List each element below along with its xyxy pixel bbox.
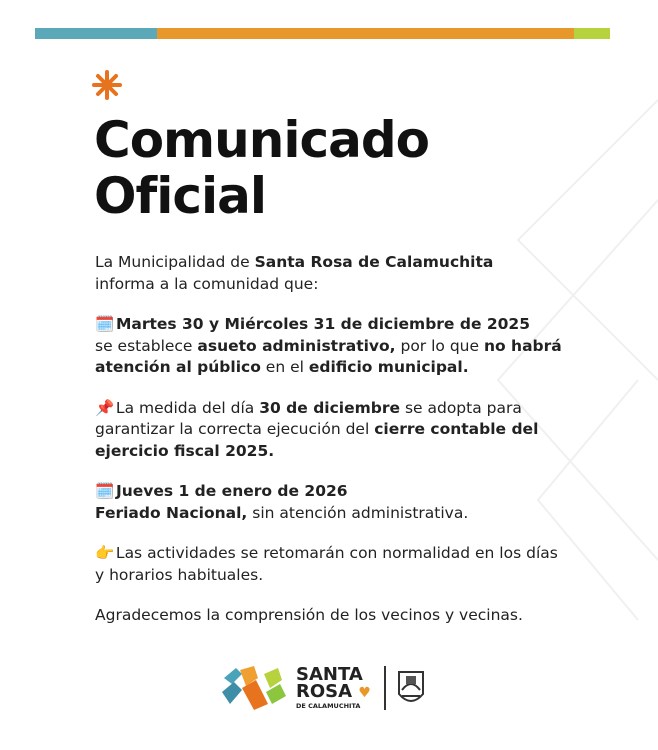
brand-subtitle: DE CALAMUCHITA xyxy=(296,702,361,710)
resume-paragraph xyxy=(95,543,565,586)
text: Martes 30 y Miércoles 31 de diciembre de 2025 xyxy=(115,315,530,333)
divider xyxy=(384,666,386,710)
text: asueto administrativo, xyxy=(197,336,396,355)
text: sin atención administrativa. xyxy=(247,503,469,522)
text: Las actividades se retomarán con normalidad en los días y horarios habituales. xyxy=(95,544,558,584)
municipal-crest-icon xyxy=(396,668,426,708)
brand-line-1: SANTA xyxy=(296,664,363,685)
brand-line-2 xyxy=(296,683,371,702)
holiday-paragraph xyxy=(95,481,565,524)
pointing-hand-icon: 👉 xyxy=(95,544,115,562)
footer-logos xyxy=(220,662,440,716)
closure-dates-paragraph xyxy=(95,314,565,379)
page-title xyxy=(94,112,429,224)
heart-icon: ♥ xyxy=(358,685,371,701)
top-bar-teal xyxy=(35,28,157,39)
text: se establece xyxy=(95,336,198,355)
text: edificio municipal. xyxy=(308,358,469,376)
top-bar-orange xyxy=(157,28,574,39)
text: se adopta para garantizar la correcta ejecución del xyxy=(95,398,522,438)
text: cierre contable del ejercicio fiscal 2025. xyxy=(95,420,539,460)
text: no habrá atención al público xyxy=(95,336,562,376)
brand-name xyxy=(296,666,371,711)
announcement-body xyxy=(95,252,565,646)
santa-rosa-logo-icon xyxy=(220,664,290,714)
reason-paragraph xyxy=(95,398,565,463)
text: La Municipalidad de xyxy=(95,253,255,271)
text: por lo que xyxy=(395,336,484,355)
asterisk-icon xyxy=(92,70,122,100)
calendar-icon: 🗓️ xyxy=(95,482,115,500)
text: 30 de diciembre xyxy=(259,398,401,417)
title-line-1: Comunicado xyxy=(94,111,429,169)
text: informa a la comunidad que: xyxy=(95,274,319,293)
text: Santa Rosa de Calamuchita xyxy=(254,253,494,271)
intro-paragraph xyxy=(95,252,565,295)
top-bar-green xyxy=(574,28,610,39)
text: ROSA xyxy=(296,681,353,702)
calendar-icon: 🗓️ xyxy=(95,315,115,333)
pushpin-icon: 📌 xyxy=(95,398,115,417)
text: Feriado Nacional, xyxy=(95,503,248,522)
text: en el xyxy=(260,358,309,376)
text: Jueves 1 de enero de 2026 xyxy=(115,482,348,500)
closing-paragraph: Agradecemos la comprensión de los vecinos y vecinas. xyxy=(95,606,523,624)
text: La medida del día xyxy=(111,398,260,417)
title-line-2: Oficial xyxy=(94,167,267,225)
